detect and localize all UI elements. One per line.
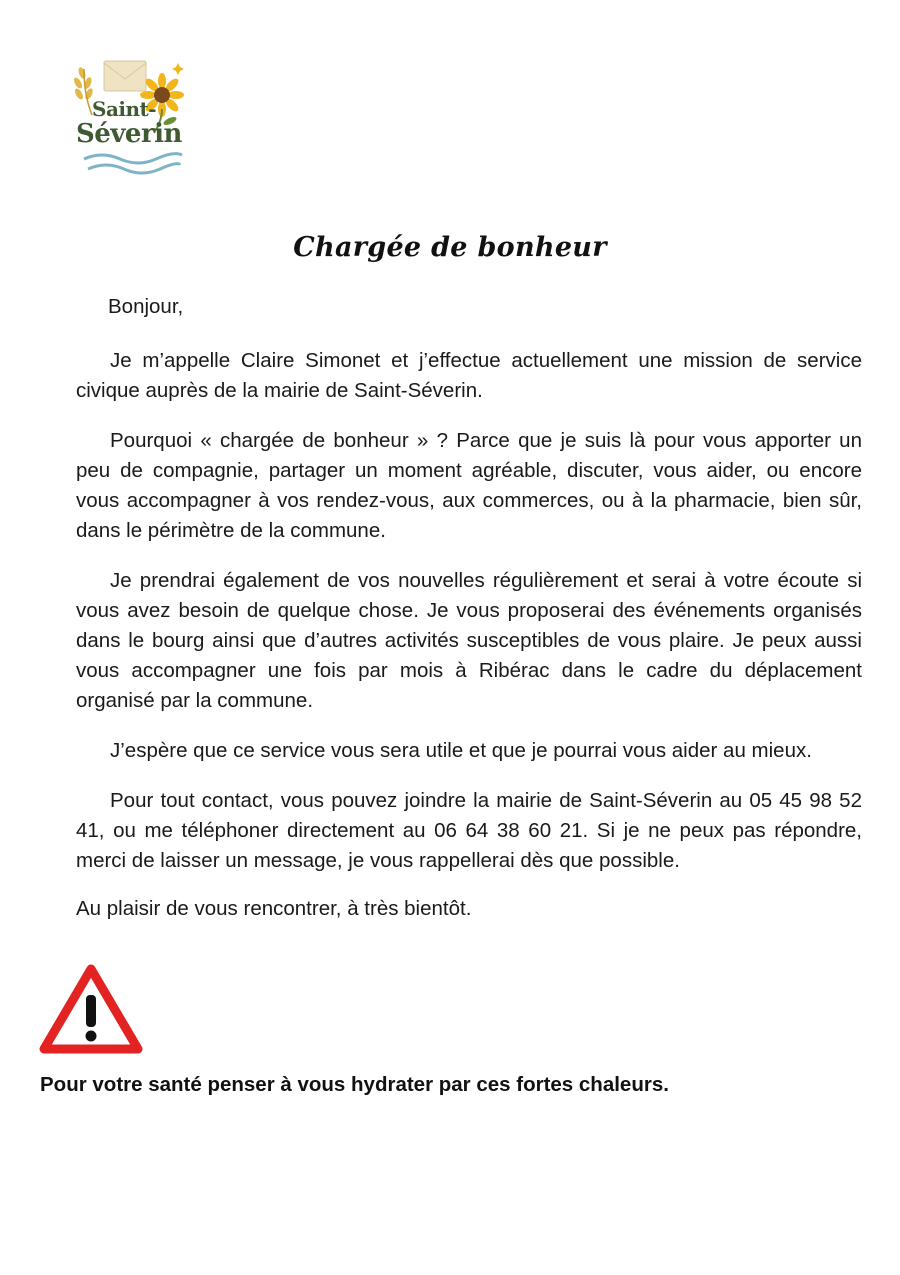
hydration-warning: Pour votre santé penser à vous hydrater par ces fortes chaleurs.	[40, 1073, 669, 1096]
paragraph-contact: Pour tout contact, vous pouvez joindre la mairie de Saint-Séverin au 05 45 98 52 41, ou me téléphoner directement au 06 64 38 60 21. Si je ne peux pas répondre, merci de laisser un message, je vous rappellerai dès que possible.	[76, 789, 862, 872]
paragraph-news: Je prendrai également de vos nouvelles régulièrement et serai à votre écoute si vous avez besoin de quelque chose. Je vous proposerai des événements organisés dans le bourg ainsi que d’autres activités susceptibles de vous plaire. Je peux aussi vous accompagner une fois par mois à Ribérac dans le cadre du déplacement organisé par la commune.	[76, 569, 862, 712]
paragraph-why: Pourquoi « chargée de bonheur » ? Parce que je suis là pour vous apporter un peu de compagnie, partager un moment agréable, discuter, vous aider, ou encore vous accompagner à vos rendez-vous, aux commerces, ou à la pharmacie, bien sûr, dans le périmètre de la commune.	[76, 429, 862, 542]
paragraph-hope: J’espère que ce service vous sera utile et que je pourrai vous aider au mieux.	[110, 739, 812, 762]
paragraph-introduction: Je m’appelle Claire Simonet et j’effectue actuellement une mission de service civique auprès de la mairie de Saint-Séverin.	[76, 349, 862, 402]
closing-line: Au plaisir de vous rencontrer, à très bientôt.	[76, 897, 472, 920]
letter-body	[76, 292, 862, 944]
saint-severin-logo	[70, 55, 190, 185]
warning-triangle-icon	[38, 963, 144, 1057]
logo-text-severin: Séverin	[76, 119, 182, 149]
document-title: Chargée de bonheur	[293, 232, 607, 263]
greeting: Bonjour,	[108, 295, 184, 318]
logo-text-saint: Saint-	[92, 97, 157, 121]
